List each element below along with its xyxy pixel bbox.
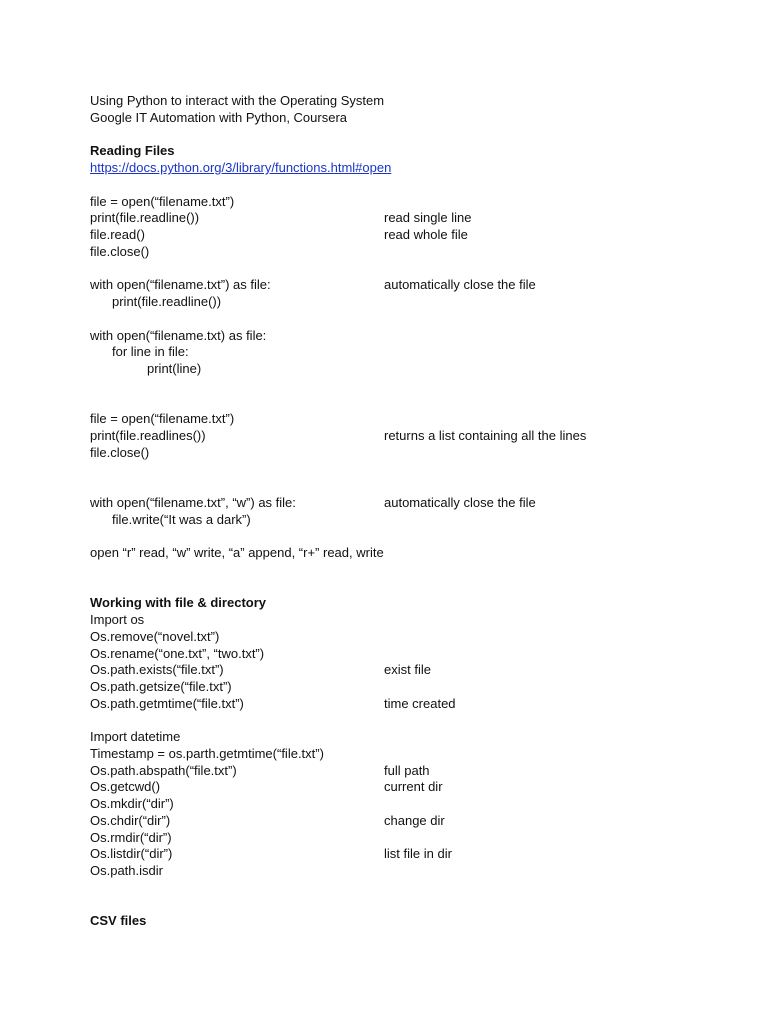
open-modes-line: open “r” read, “w” write, “a” append, “r+” read, write <box>90 545 384 560</box>
note-read-single-line: read single line <box>384 210 472 225</box>
code-line-close-2: file.close() <box>90 445 150 460</box>
code-line-rmdir: Os.rmdir(“dir”) <box>90 830 172 845</box>
code-line-getcwd: Os.getcwd() <box>90 779 161 794</box>
note-current-dir: current dir <box>384 779 443 794</box>
reading-files-heading: Reading Files <box>90 143 175 158</box>
doc-title: Using Python to interact with the Operating System <box>90 93 385 108</box>
code-line-print-line: print(line) <box>147 361 202 376</box>
code-line-timestamp: Timestamp = os.parth.getmtime(“file.txt”) <box>90 746 324 761</box>
code-line-open-2: file = open(“filename.txt”) <box>90 411 235 426</box>
code-line-abspath: Os.path.abspath(“file.txt”) <box>90 763 237 778</box>
code-line-file-write: file.write(“It was a dark”) <box>112 512 251 527</box>
note-auto-close-2: automatically close the file <box>384 495 536 510</box>
code-line-for-line: for line in file: <box>112 344 189 359</box>
csv-files-heading: CSV files <box>90 913 147 928</box>
python-docs-link[interactable]: https://docs.python.org/3/library/functions.html#open <box>90 160 392 175</box>
code-line-close: file.close() <box>90 244 150 259</box>
code-line-getmtime: Os.path.getmtime(“file.txt”) <box>90 696 244 711</box>
code-line-readlines: print(file.readlines()) <box>90 428 206 443</box>
note-time-created: time created <box>384 696 456 711</box>
code-line-isdir: Os.path.isdir <box>90 863 163 878</box>
code-line-chdir: Os.chdir(“dir”) <box>90 813 171 828</box>
code-line-read: file.read() <box>90 227 145 242</box>
note-exist-file: exist file <box>384 662 431 677</box>
code-line-remove: Os.remove(“novel.txt”) <box>90 629 220 644</box>
note-full-path: full path <box>384 763 430 778</box>
note-list-file: list file in dir <box>384 846 452 861</box>
code-line-listdir: Os.listdir(“dir”) <box>90 846 173 861</box>
code-line-import-os: Import os <box>90 612 145 627</box>
code-line-with-open: with open(“filename.txt”) as file: <box>90 277 271 292</box>
code-line-mkdir: Os.mkdir(“dir”) <box>90 796 174 811</box>
note-readlines: returns a list containing all the lines <box>384 428 587 443</box>
note-read-whole-file: read whole file <box>384 227 468 242</box>
code-line-rename: Os.rename(“one.txt”, “two.txt”) <box>90 646 265 661</box>
note-auto-close: automatically close the file <box>384 277 536 292</box>
code-line-readline: print(file.readline()) <box>90 210 200 225</box>
code-line-with-open-loop: with open(“filename.txt) as file: <box>90 328 267 343</box>
file-directory-heading: Working with file & directory <box>90 595 267 610</box>
code-line-exists: Os.path.exists(“file.txt”) <box>90 662 224 677</box>
doc-subtitle: Google IT Automation with Python, Coursera <box>90 110 348 125</box>
code-line-import-datetime: Import datetime <box>90 729 181 744</box>
code-line-with-open-write: with open(“filename.txt”, “w”) as file: <box>90 495 296 510</box>
code-line-getsize: Os.path.getsize(“file.txt”) <box>90 679 232 694</box>
code-line-print-readline: print(file.readline()) <box>112 294 222 309</box>
code-line-open: file = open(“filename.txt”) <box>90 194 235 209</box>
note-change-dir: change dir <box>384 813 445 828</box>
